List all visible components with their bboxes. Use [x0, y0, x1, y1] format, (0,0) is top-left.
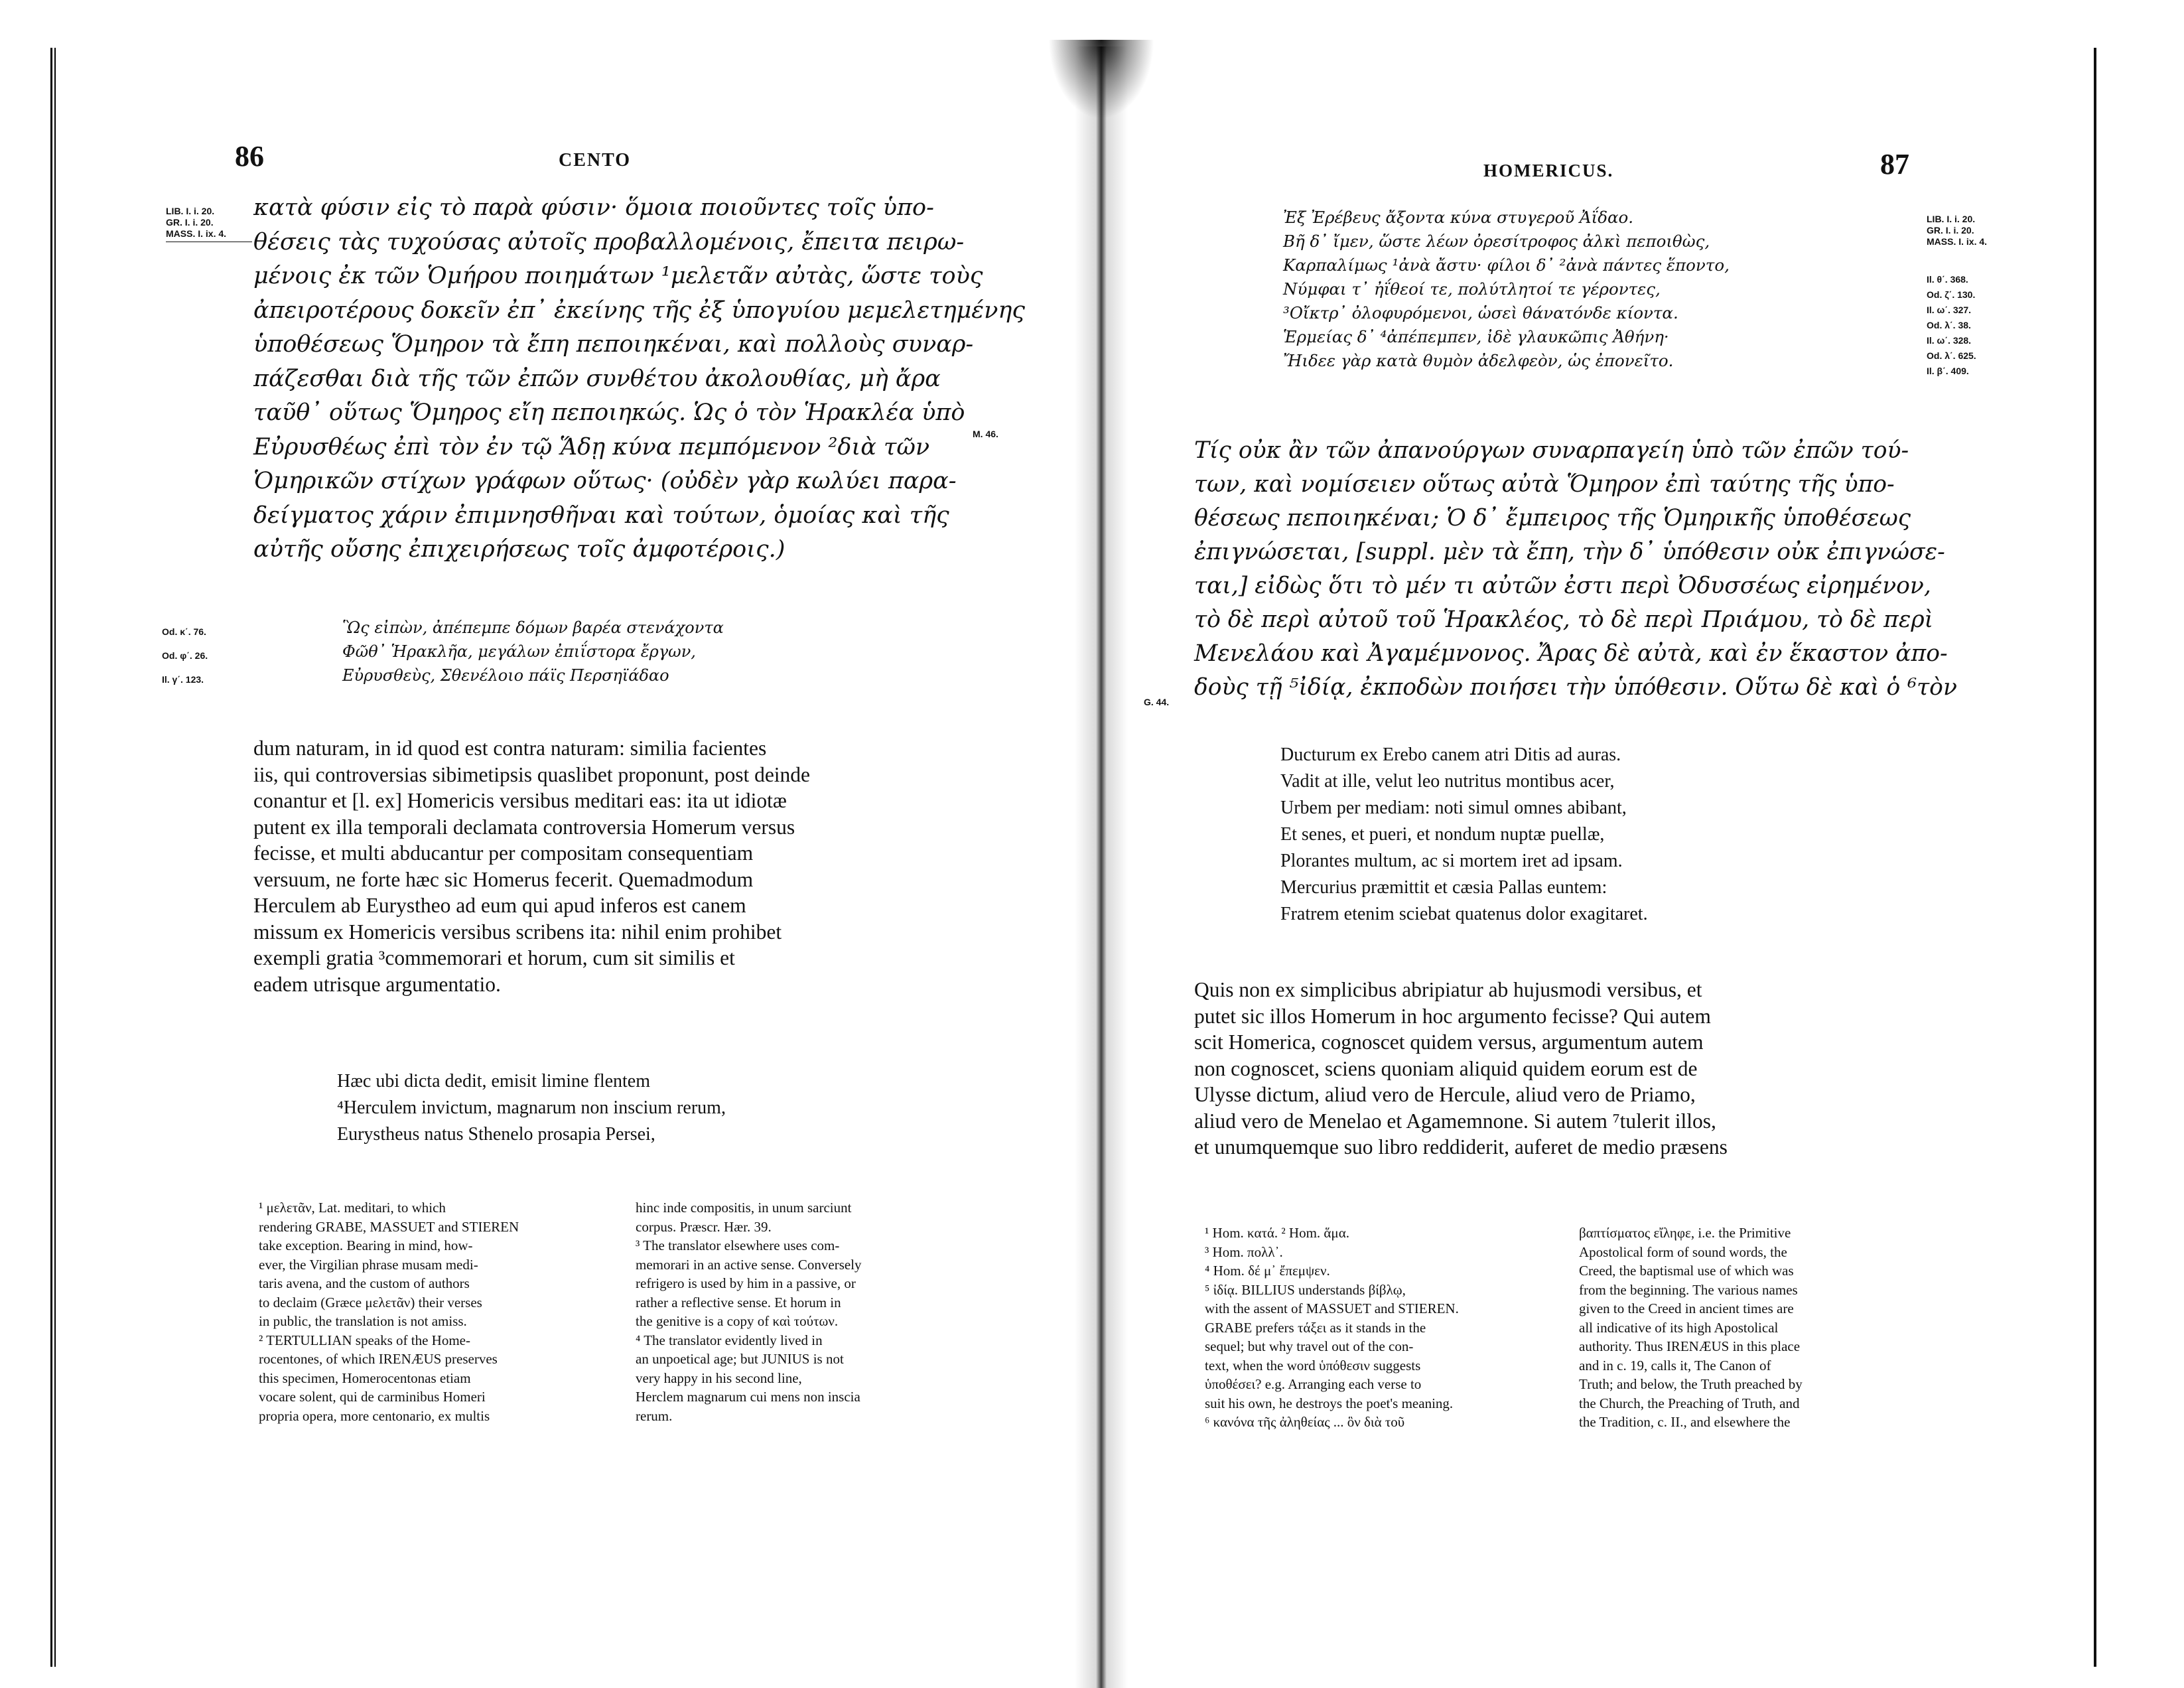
margin-ref-top: LIB. I. i. 20. GR. I. i. 20. MASS. I. ix. 4.	[166, 206, 227, 239]
latin-prose: dum naturam, in id quod est contra naturam: similia facientes iis, qui controversias sibimetipsis quaslibet proponunt, post deinde conantur et [l. ex] Homericis versibus meditari eas: ita ut idiotæ putent ex illa temporali declamata controversia Homerum versus fecisse, et multi abducantur per compositam consequentiam versuum, ne forte hæc sic Homerus fecerit. Quemadmodum Herculem ab Eurystheo ad eum qui apud inferos est canem missum ex Homericis versibus scribens ita: nihil enim prohibet exempli gratia ³commemorari et horum, cum sit similis et eadem utrisque argumentatio.	[253, 737, 811, 996]
margin-ref-verses: Il. θ΄. 368. Od. ζ΄. 130. Il. ω΄. 327. Od. λ΄. 38. Il. ω΄. 328. Od. λ΄. 625. Il. β΄. 409.	[1927, 274, 1976, 376]
latin-prose: Quis non ex simplicibus abripiatur ab hujusmodi versibus, et putet sic illos Homerum in hoc argumento fecisse? Qui autem scit Homerica, cognoscet quidem versus, argumentum autem non cognoscet, sciens quoniam aliquid quidem eorum est de Ulysse dictum, aliud vero de Hercule, aliud vero de Priamo, aliud vero de Menelao et Agamemnone. Si autem ⁷tulerit illos, et unumquemque suo libro reddiderit, auferet de medio præsens	[1194, 978, 1728, 1159]
latin-verse: Hæc ubi dicta dedit, emisit limine flentem ⁴Herculem invictum, magnarum non inscium rerum, Eurystheus natus Sthenelo prosapia Persei,	[337, 1071, 726, 1145]
greek-verse: Ἐξ Ἐρέβευς ἄξοντα κύνα στυγεροῦ Ἀΐδαο. Βῆ δ᾽ ἴμεν, ὥστε λέων ὀρεσίτροφος ἀλκὶ πεποιθὼς, Καρπαλίμως ¹ἀνὰ ἄστυ· φίλοι δ᾽ ²ἀνὰ πάντες ἕποντο, Νύμφαι τ᾽ ἠΐθεοί τε, πολύτλητοί τε γέροντες, ³Οἴκτρ᾽ ὀλοφυρόμενοι, ὡσεὶ θάνατόνδε κίοντα. Ἑρμείας δ᾽ ⁴ἀπέπεμπεν, ἰδὲ γλαυκῶπις Ἀθήνη· Ἤιδεε γὰρ κατὰ θυμὸν ἀδελφεὸν, ὡς ἐπονεῖτο.	[1283, 208, 1730, 370]
greek-verse: Ὣς εἰπὼν, ἀπέπεμπε δόμων βαρέα στενάχοντα Φῶθ᾽ Ἡρακλῆα, μεγάλων ἐπιΐστορα ἔργων, Εὐρυσθεὺς, Σθενέλοιο πάϊς Περσηϊάδαο	[342, 618, 724, 685]
greek-prose: Τίς οὐκ ἂν τῶν ἀπανούργων συναρπαγείη ὑπὸ τῶν ἐπῶν τού- των, καὶ νομίσειεν οὕτως αὐτὰ Ὅμηρον ἐπὶ ταύτης τῆς ὑπο- θέσεως πεποιηκέναι; Ὁ δ᾽ ἔμπειρος τῆς Ὁμηρικῆς ὑποθέσεως ἐπιγνώσεται, [suppl. μὲν τὰ ἔπη, τὴν δ᾽ ὑπόθεσιν οὐκ ἐπιγνώσε- ται,] εἰδὼς ὅτι τὸ μέν τι αὐτῶν ἐστι περὶ Ὀδυσσέως εἰρημένον, τὸ δὲ περὶ αὐτοῦ τοῦ Ἡρακλέος, τὸ δὲ περὶ Πριάμου, τὸ δὲ περὶ Μενελάου καὶ Ἀγαμέμνονος. Ἄρας δὲ αὐτὰ, καὶ ἐν ἕκαστον ἀπο- δοὺς τῇ ⁵ἰδίᾳ, ἐκποδὼν ποιήσει τὴν ὑπόθεσιν. Οὕτω δὲ καὶ ὁ ⁶τὸν	[1194, 437, 1957, 701]
footnotes-right-col1: ¹ Hom. κατά. ² Hom. ἅμα. ³ Hom. πολλ᾽. ⁴ Hom. δέ μ᾽ ἔπεμψεν. ⁵ ἰδίᾳ. BILLIUS understands βίβλῳ, with the assent of MASSUET and STIEREN. GRABE prefers τάξει as it stands in the sequel; but why travel out of the con- text, when the word ὑπόθεσιν suggests ὑποθέσει? e.g. Arranging each verse to suit his own, he destroys the poet's meaning. ⁶ κανόνα τῆς ἀληθείας ... ὃν διὰ τοῦ	[1205, 1225, 1459, 1430]
left-page	[0, 0, 1061, 1688]
running-head: CENTO	[559, 150, 632, 171]
right-page	[1088, 0, 2184, 1688]
footnotes-left-col2: hinc inde compositis, in unum sarciunt corpus. Præscr. Hær. 39. ³ The translator elsewhere uses com- memorari in an active sense. Conversely refrigero is used by him in a passive, or rather a reflective sense. Et horum in the genitive is a copy of καὶ τούτων. ⁴ The translator evidently lived in an unpoetical age; but JUNIUS is not very happy in his second line, Herclem magnarum cui mens non inscia rerum.	[636, 1200, 862, 1424]
running-head: HOMERICUS.	[1483, 161, 1614, 180]
margin-ref-g: G. 44.	[1144, 697, 1170, 707]
footnotes-right-col2: βαπτίσματος εἴληφε, i.e. the Primitive Apostolical form of sound words, the Creed, the baptismal use of which was from the beginning. The various names given to the Creed in ancient times are all indicative of its high Apostolical authority. Thus IRENÆUS in this place and in c. 19, calls it, The Canon of Truth; and below, the Truth preached by the Church, the Preaching of Truth, and the Tradition, c. II., and elsewhere the	[1579, 1225, 1803, 1430]
margin-ref-m: M. 46.	[973, 429, 998, 439]
margin-ref-verses: Od. κ΄. 76. Od. φ΄. 26. Il. γ΄. 123.	[162, 626, 208, 685]
latin-verse: Ducturum ex Erebo canem atri Ditis ad auras. Vadit at ille, velut leo nutritus montibus acer, Urbem per mediam: noti simul omnes abibant, Et senes, et pueri, et nondum nuptæ puellæ, Plorantes multum, ac si mortem iret ad ipsam. Mercurius præmittit et cæsia Pallas euntem: Fratrem etenim sciebat quatenus dolor exagitaret.	[1280, 744, 1648, 924]
page-number: 86	[235, 140, 264, 173]
page-number: 87	[1880, 148, 1909, 180]
margin-ref-top: LIB. I. i. 20. GR. I. i. 20. MASS. I. ix. 4.	[1927, 214, 1988, 247]
footnotes-left-col1: ¹ μελετᾶν, Lat. meditari, to which rendering GRABE, MASSUET and STIEREN take exception. Bearing in mind, how- ever, the Virgilian phrase musam medi- taris avena, and the custom of authors to declaim (Græce μελετᾶν) their verses in public, the translation is not amiss. ² TERTULLIAN speaks of the Home- rocentones, of which IRENÆUS preserves this specimen, Homerocentonas etiam vocare solent, qui de carminibus Homeri propria opera, more centonario, ex multis	[259, 1200, 519, 1424]
greek-prose: κατὰ φύσιν εἰς τὸ παρὰ φύσιν· ὅμοια ποιοῦντες τοῖς ὑπο- θέσεις τὰς τυχούσας αὐτοῖς προβαλλομένοις, ἔπειτα πειρω- μένοις ἐκ τῶν Ὁμήρου ποιημάτων ¹μελετᾶν αὐτὰς, ὥστε τοὺς ἀπειροτέρους δοκεῖν ἐπ᾽ ἐκείνης τῆς ἐξ ὑπογυίου μεμελετημένης ὑποθέσεως Ὅμηρον τὰ ἔπη πεποιηκέναι, καὶ πολλοὺς συναρ- πάζεσθαι διὰ τῆς τῶν ἐπῶν συνθέτου ἀκολουθίας, μὴ ἄρα ταῦθ᾽ οὕτως Ὅμηρος εἴη πεποιηκώς. Ὡς ὁ τὸν Ἡρακλέα ὑπὸ Εὐρυσθέως ἐπὶ τὸν ἐν τῷ Ἅδῃ κύνα πεμπόμενον ²διὰ τῶν Ὁμηρικῶν στίχων γράφων οὕτως· (οὐδὲν γὰρ κωλύει παρα- δείγματος χάριν ἐπιμνησθῆναι καὶ τούτων, ὁμοίας καὶ τῆς αὐτῆς οὔσης ἐπιχειρήσεως τοῖς ἀμφοτέροις.)	[253, 194, 1025, 563]
